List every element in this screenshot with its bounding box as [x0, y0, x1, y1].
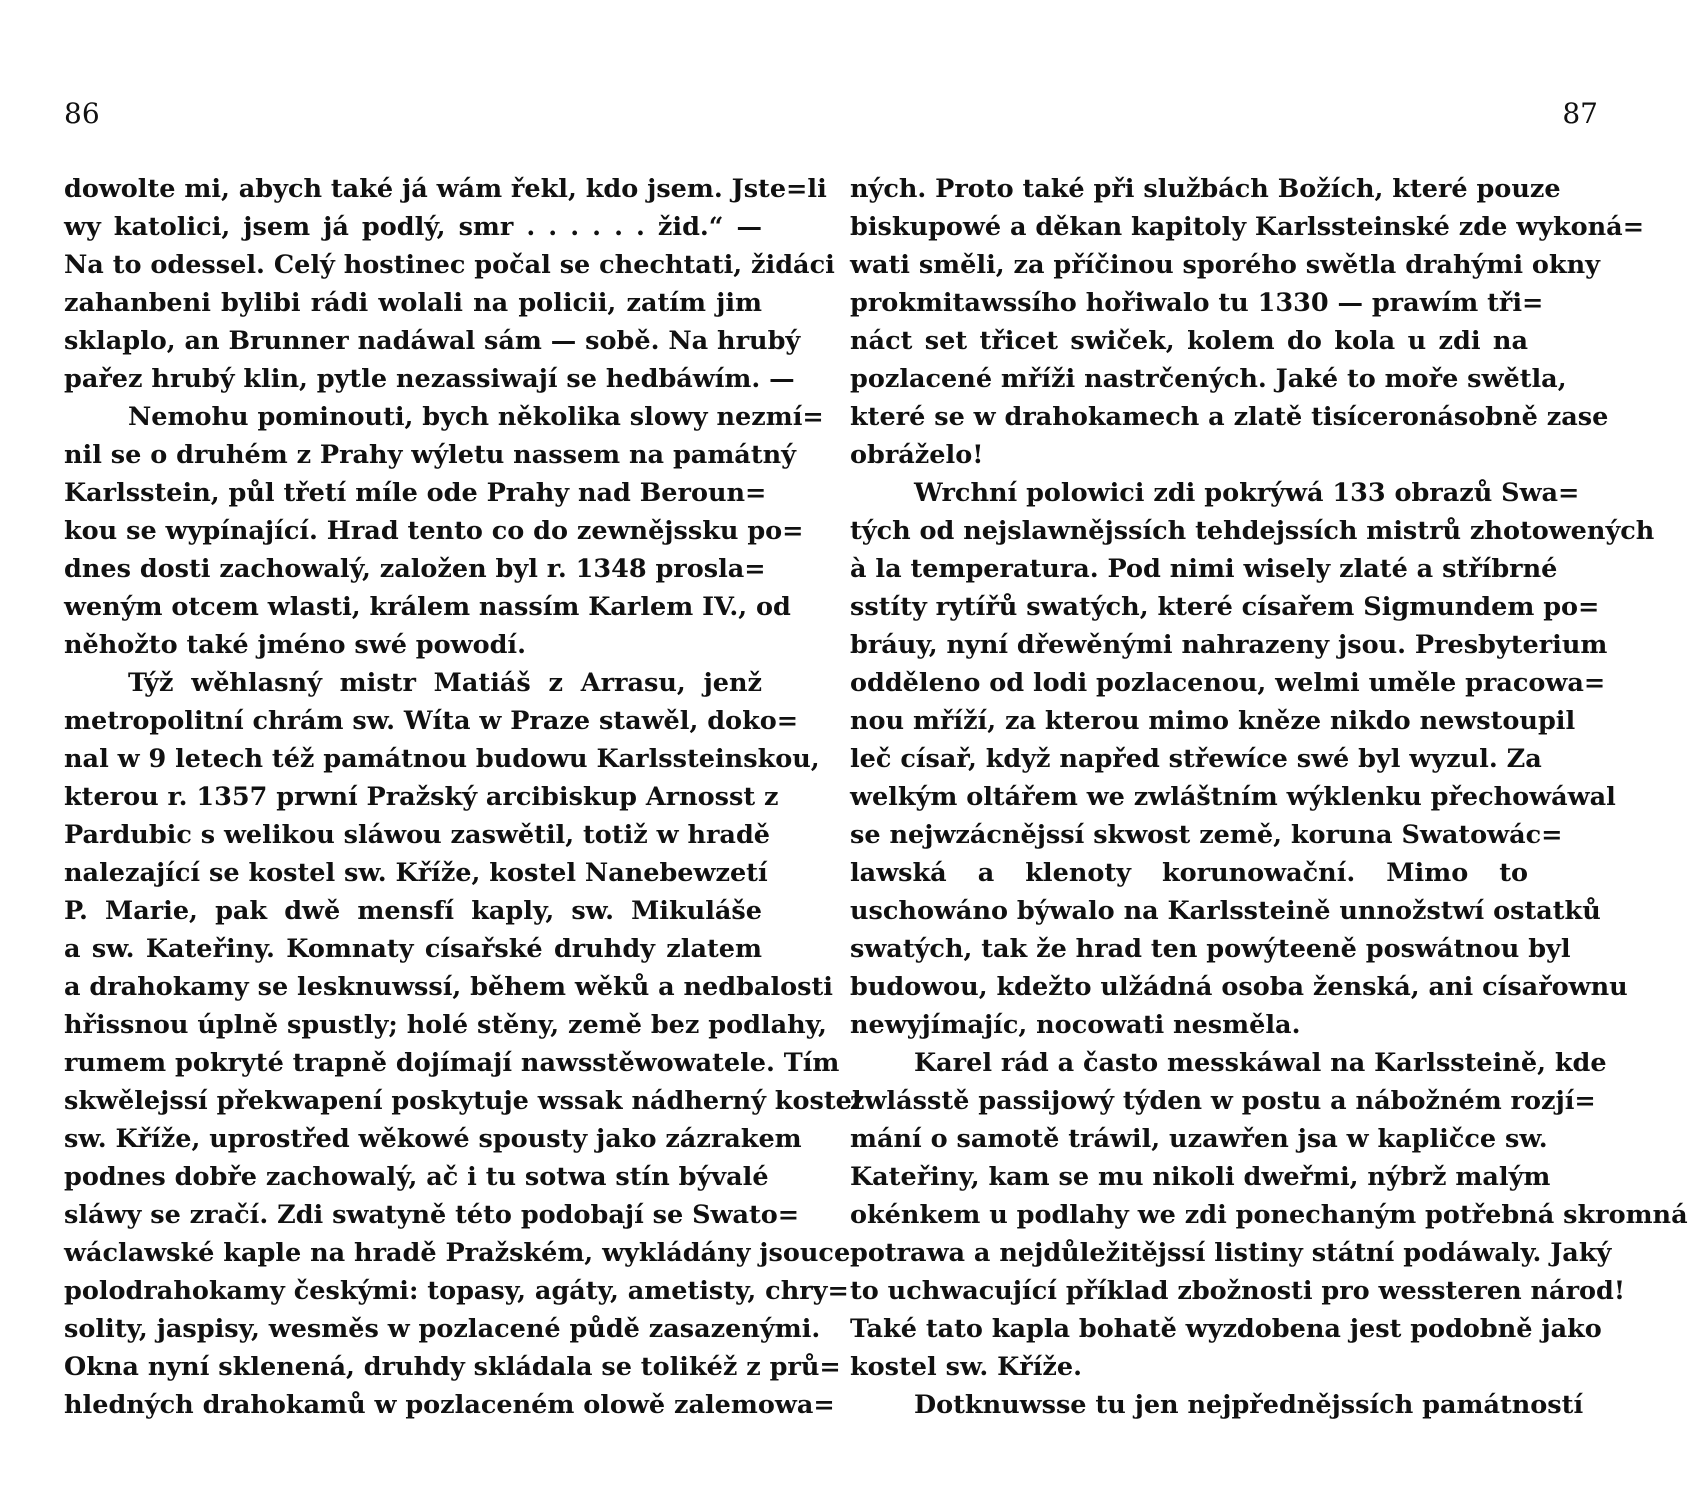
- left-page-text: [64, 170, 862, 1424]
- text-line: Kateřiny, kam se mu nikoli dweřmi, nýbrž malým: [850, 1162, 1551, 1192]
- text-line: sstíty rytířů swatých, které císařem Sigmundem po=: [850, 592, 1600, 622]
- right-page-text: [850, 170, 1688, 1424]
- text-line: ných. Proto také při službách Božích, které pouze: [850, 174, 1561, 204]
- text-line: které se w drahokamech a zlatě tisíceronásobně zase: [850, 402, 1609, 432]
- text-line: polodrahokamy českými: topasy, agáty, ametisty, chry=: [64, 1276, 849, 1306]
- text-line: rumem pokryté trapně dojímají nawsstěwowatele. Tím: [64, 1048, 840, 1078]
- text-line: a sw. Kateřiny. Komnaty císařské druhdy zlatem: [64, 934, 762, 964]
- text-line: mání o samotě tráwil, uzawřen jsa w kapličce sw.: [850, 1124, 1548, 1154]
- text-line: sláwy se zračí. Zdi swatyně této podobají se Swato=: [64, 1200, 800, 1230]
- text-line: pozlacené mříži nastrčených. Jaké to moře swětla,: [850, 364, 1567, 394]
- text-line: bráuy, nyní dřewěnými nahrazeny jsou. Presbyterium: [850, 630, 1608, 660]
- text-line: dnes dosti zachowalý, založen byl r. 1348 prosla=: [64, 554, 766, 584]
- text-line: Wrchní polowici zdi pokrýwá 133 obrazů Swa=: [914, 478, 1580, 508]
- text-line: kostel sw. Kříže.: [850, 1352, 1082, 1382]
- text-line: metropolitní chrám sw. Wíta w Praze stawěl, doko=: [64, 706, 799, 736]
- text-line: okénkem u podlahy we zdi ponechaným potřebná skromná: [850, 1200, 1688, 1230]
- text-line: budowou, kdežto ulžádná osoba ženská, ani císařownu: [850, 972, 1628, 1002]
- text-line: nou mříží, za kterou mimo kněze nikdo newstoupil: [850, 706, 1576, 736]
- text-line: wáclawské kaple na hradě Pražském, wykládány jsouce: [64, 1238, 851, 1268]
- text-line: nalezající se kostel sw. Kříže, kostel Nanebewzetí: [64, 858, 768, 888]
- text-line: kou se wypínající. Hrad tento co do zewnějssku po=: [64, 516, 804, 546]
- text-line: wati směli, za příčinou sporého swětla drahými okny: [850, 250, 1600, 280]
- text-line: něhožto také jméno swé powodí.: [64, 630, 526, 660]
- text-line: newyjímajíc, nocowati nesměla.: [850, 1010, 1301, 1040]
- text-line: obráželo!: [850, 440, 984, 470]
- text-line: skwělejssí překwapení poskytuje wssak nádherný kostel: [64, 1086, 862, 1116]
- text-line: kterou r. 1357 prwní Pražský arcibiskup Arnosst z: [64, 782, 779, 812]
- text-line: zahanbeni bylibi rádi wolali na policii, zatím jim: [64, 288, 762, 318]
- text-line: sklaplo, an Brunner nadáwal sám — sobě. Na hrubý: [64, 326, 801, 356]
- text-line: hledných drahokamů w pozlaceném olowě zalemowa=: [64, 1390, 835, 1420]
- text-line: náct set třicet swiček, kolem do kola u zdi na: [850, 326, 1528, 356]
- text-line: hřissnou úplně spustly; holé stěny, země bez podlahy,: [64, 1010, 827, 1040]
- text-line: prokmitawssího hořiwalo tu 1330 — prawím tři=: [850, 288, 1544, 318]
- text-line: a drahokamy se lesknuwssí, během wěků a nedbalosti: [64, 972, 833, 1002]
- text-line: Karlsstein, půl třetí míle ode Prahy nad Beroun=: [64, 478, 767, 508]
- text-line: weným otcem wlasti, králem nassím Karlem IV., od: [64, 592, 791, 622]
- text-line: swatých, tak že hrad ten powýteeně poswátnou byl: [850, 934, 1571, 964]
- page-number-left: 86: [64, 97, 100, 130]
- text-line: tých od nejslawnějssích tehdejssích mistrů zhotowených: [850, 516, 1655, 546]
- text-line: Nemohu pominouti, bych několika slowy nezmí=: [128, 402, 824, 432]
- text-line: nil se o druhém z Prahy wýletu nassem na památný: [64, 440, 796, 470]
- text-line: leč císař, když napřed střewíce swé byl wyzul. Za: [850, 744, 1542, 774]
- text-line: nal w 9 letech též památnou budowu Karlssteinskou,: [64, 744, 820, 774]
- text-line: odděleno od lodi pozlacenou, welmi uměle pracowa=: [850, 668, 1606, 698]
- text-line: Také tato kapla bohatě wyzdobena jest podobně jako: [850, 1314, 1602, 1344]
- text-line: dowolte mi, abych také já wám řekl, kdo jsem. Jste=li: [64, 174, 827, 204]
- text-line: Karel rád a často messkáwal na Karlssteině, kde: [914, 1048, 1607, 1078]
- text-line: à la temperatura. Pod nimi wisely zlaté a stříbrné: [850, 554, 1558, 584]
- page-number-right: 87: [1562, 97, 1598, 130]
- text-line: uschowáno býwalo na Karlssteině unnožstwí ostatků: [850, 896, 1601, 926]
- text-line: biskupowé a děkan kapitoly Karlssteinské zde wykoná=: [850, 212, 1645, 242]
- text-line: sw. Kříže, uprostřed wěkowé spousty jako zázrakem: [64, 1124, 802, 1154]
- text-line: Okna nyní sklenená, druhdy skládala se tolikéž z prů=: [64, 1352, 841, 1382]
- text-line: Pardubic s welikou sláwou zaswětil, totiž w hradě: [64, 820, 770, 850]
- text-line: Týž wěhlasný mistr Matiáš z Arrasu, jenž: [128, 668, 762, 698]
- text-line: solity, jaspisy, wesměs w pozlacené půdě zasazenými.: [64, 1314, 821, 1344]
- text-line: podnes dobře zachowalý, ač i tu sotwa stín bývalé: [64, 1162, 769, 1192]
- text-line: lawská a klenoty korunowační. Mimo to: [850, 858, 1528, 888]
- text-line: se nejwzácnějssí skwost země, koruna Swatowác=: [850, 820, 1563, 850]
- text-line: Dotknuwsse tu jen nejpřednějssích památností: [914, 1390, 1584, 1420]
- text-line: potrawa a nejdůležitějssí listiny státní podáwaly. Jaký: [850, 1238, 1612, 1268]
- text-line: zwlásstě passijowý týden w postu a nábožném rozjí=: [850, 1086, 1596, 1116]
- text-line: welkým oltářem we zwláštním wýklenku přechowáwal: [850, 782, 1616, 812]
- text-line: to uchwacující příklad zbožnosti pro wessteren národ!: [850, 1276, 1626, 1306]
- text-line: pařez hrubý klin, pytle nezassiwají se hedbáwím. —: [64, 364, 795, 394]
- text-line: Na to odessel. Celý hostinec počal se chechtati, židáci: [64, 250, 835, 280]
- text-line: P. Marie, pak dwě mensfí kaply, sw. Mikuláše: [64, 896, 762, 926]
- text-line: wy katolici, jsem já podlý, smr . . . . . . žid.“ —: [64, 212, 762, 242]
